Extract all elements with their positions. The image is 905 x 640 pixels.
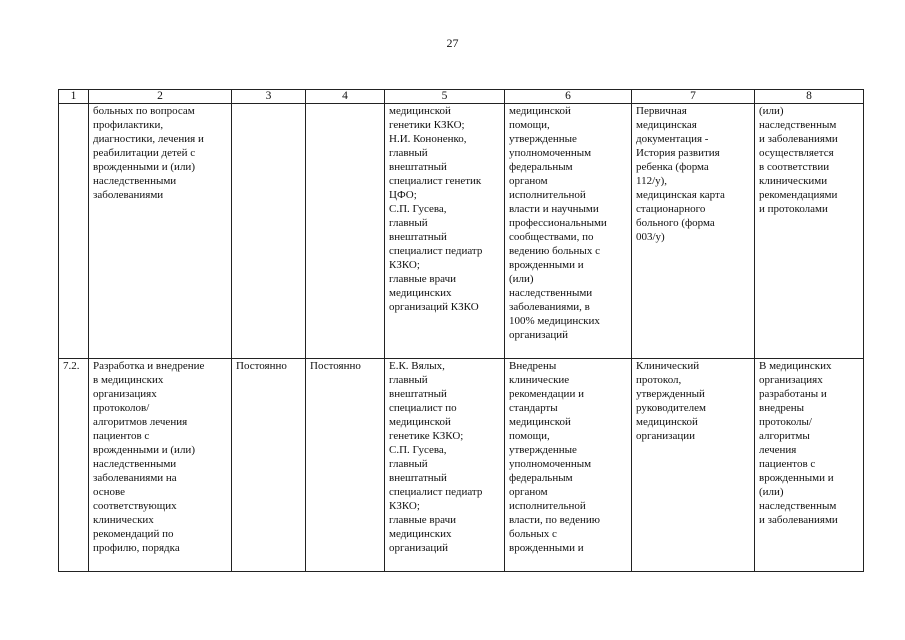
cell-event: больных по вопросам профилактики, диагностики, лечения и реабилитации детей с врожденными и (или) наследственными заболеваниями xyxy=(89,104,232,359)
cell-result: медицинской помощи, утвержденные уполномоченным федеральным органом исполнительной власти и научными профессиональными сообществами, по ведению больных с врожденными и (или) наследственными заболеваниями, в 100% медицинских организаций xyxy=(505,104,632,359)
table-row xyxy=(59,359,864,572)
cell-number xyxy=(59,104,89,359)
header-col-7: 7 xyxy=(632,90,755,104)
cell-responsible: Е.К. Вялых, главный внештатный специалист по медицинской генетике КЗКО; С.П. Гусева, главный внештатный специалист педиатр КЗКО; главные врачи медицинских организаций xyxy=(385,359,505,572)
cell-event: Разработка и внедрение в медицинских организациях протоколов/ алгоритмов лечения пациентов с врожденными и (или) наследственными заболеваниями на основе соответствующих клинических рекомендаций по профилю, порядка xyxy=(89,359,232,572)
page-number: 27 xyxy=(446,36,459,50)
cell-end xyxy=(306,104,385,359)
header-col-2: 2 xyxy=(89,90,232,104)
header-col-8: 8 xyxy=(755,90,864,104)
cell-end: Постоянно xyxy=(306,359,385,572)
header-col-6: 6 xyxy=(505,90,632,104)
header-col-4: 4 xyxy=(306,90,385,104)
cell-document: Первичная медицинская документация - История развития ребенка (форма 112/у), медицинская карта стационарного больного (форма 003/у) xyxy=(632,104,755,359)
cell-result: Внедрены клинические рекомендации и стандарты медицинской помощи, утвержденные уполномоченным федеральным органом исполнительной власти, по ведению больных с врожденными и xyxy=(505,359,632,572)
measures-table xyxy=(58,89,864,572)
cell-start: Постоянно xyxy=(232,359,306,572)
cell-effect: (или) наследственным и заболеваниями осуществляется в соответствии клиническими рекомендациями и протоколами xyxy=(755,104,864,359)
header-col-3: 3 xyxy=(232,90,306,104)
header-col-5: 5 xyxy=(385,90,505,104)
cell-document: Клинический протокол, утвержденный руководителем медицинской организации xyxy=(632,359,755,572)
cell-effect: В медицинских организациях разработаны и внедрены протоколы/ алгоритмы лечения пациентов с врожденными и (или) наследственным и заболеваниями xyxy=(755,359,864,572)
header-col-1: 1 xyxy=(59,90,89,104)
table-row xyxy=(59,104,864,359)
cell-responsible: медицинской генетики КЗКО; Н.И. Кононенко, главный внештатный специалист генетик ЦФО; С.П. Гусева, главный внештатный специалист педиатр КЗКО; главные врачи медицинских организаций КЗКО xyxy=(385,104,505,359)
header-row xyxy=(59,90,864,104)
cell-number: 7.2. xyxy=(59,359,89,572)
cell-start xyxy=(232,104,306,359)
